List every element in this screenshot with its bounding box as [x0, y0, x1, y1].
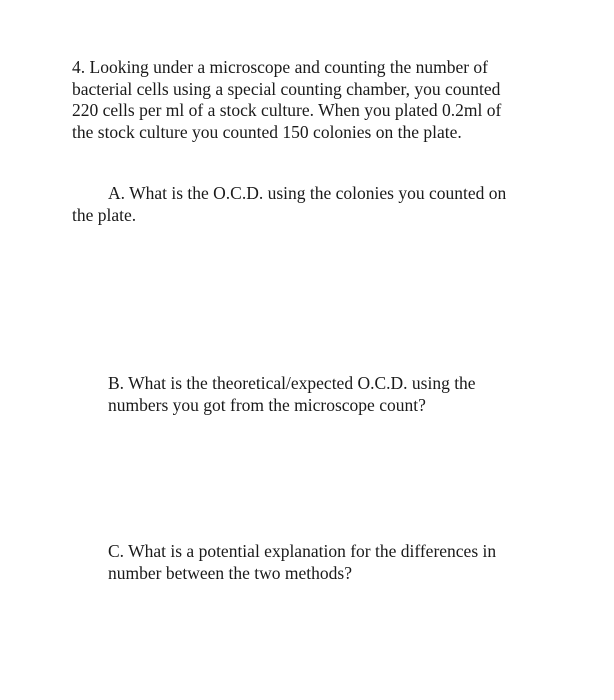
- part-b-line: numbers you got from the microscope count?: [108, 394, 426, 415]
- question-intro-line: the stock culture you counted 150 colonies on the plate.: [72, 121, 462, 142]
- question-intro-line: 4. Looking under a microscope and counting the number of: [72, 57, 489, 77]
- question-intro-line: bacterial cells using a special counting chamber, you counted: [72, 78, 501, 99]
- part-b-line: B. What is the theoretical/expected O.C.D. using the: [108, 373, 476, 393]
- part-b-question: [108, 373, 548, 416]
- part-c-line: C. What is a potential explanation for the differences in: [108, 541, 497, 561]
- part-a-line: the plate.: [72, 204, 137, 225]
- question-intro: [72, 57, 542, 143]
- question-intro-line: 220 cells per ml of a stock culture. When you plated 0.2ml of: [72, 100, 502, 120]
- part-a-question: [72, 183, 542, 226]
- part-a-line: A. What is the O.C.D. using the colonies you counted on: [108, 183, 507, 203]
- part-c-line: number between the two methods?: [108, 562, 352, 583]
- part-c-question: [108, 541, 548, 584]
